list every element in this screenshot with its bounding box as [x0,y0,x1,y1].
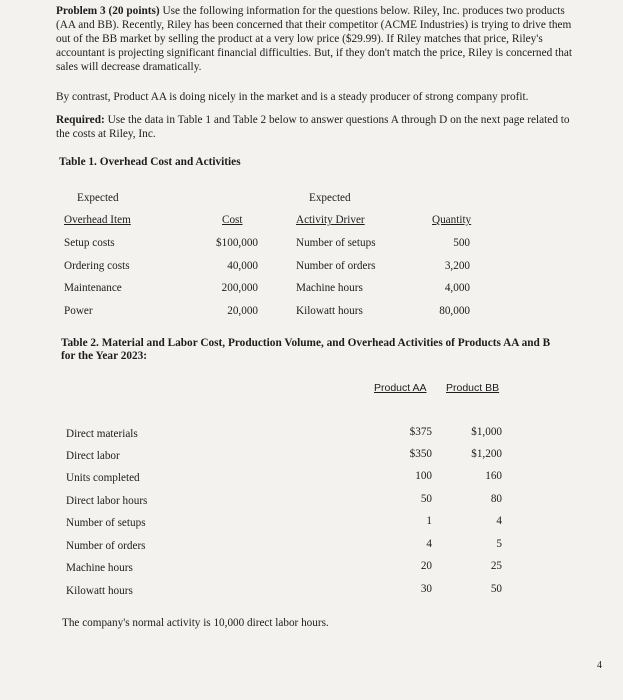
table2-label: Direct labor [66,450,120,462]
table2-aa: 1 [426,515,432,527]
table2-bb: 5 [496,538,502,550]
table1-quantity: 3,200 [444,260,470,272]
table1-header-expected-driver: Expected [309,192,351,204]
table1-header-quantity: Quantity [432,214,472,226]
table2-bb: 80 [490,493,502,505]
table2-bb: $1,200 [471,448,502,460]
table2-aa: 100 [415,470,432,482]
table2-title: Table 2. Material and Labor Cost, Production Volume, and Overhead Activities of Products AA and B for the Year 2023: [61,337,551,362]
table2-aa: 30 [420,583,432,595]
table2-aa: $350 [409,448,432,460]
table2-bb: 4 [496,515,502,527]
table1-header-cost: Cost [222,214,243,226]
table2-label: Number of orders [66,540,146,552]
table1-title: Table 1. Overhead Cost and Activities [59,156,241,168]
required-label: Required: [56,114,105,126]
table2-bb: 160 [485,470,502,482]
table1-item: Power [64,305,93,317]
table2-header-aa: Product AA [374,382,427,394]
required-paragraph [56,113,586,141]
table1-header-item: Overhead Item [64,214,131,226]
table1-item: Ordering costs [64,260,130,272]
table1-driver: Machine hours [296,282,363,294]
table1-header-expected: Expected [77,192,119,204]
table2-label: Kilowatt hours [66,585,133,597]
table1-cost: $100,000 [216,237,258,249]
table1-quantity: 500 [453,237,470,249]
table2-label: Units completed [66,472,140,484]
table1-driver: Number of setups [296,237,376,249]
table1-cost: 20,000 [227,305,258,317]
normal-activity-note: The company's normal activity is 10,000 direct labor hours. [62,617,329,629]
page-number: 4 [597,660,602,671]
table1-cost: 40,000 [227,260,258,272]
table2-aa: 20 [420,560,432,572]
problem-heading: Problem 3 (20 points) [56,5,160,17]
table2-aa: 50 [420,493,432,505]
table1-cost: 200,000 [221,282,258,294]
table2-label: Direct materials [66,428,138,440]
table1-quantity: 80,000 [439,305,470,317]
table1-header-driver: Activity Driver [296,214,365,226]
table2-label: Machine hours [66,562,133,574]
intro-text: Use the following information for the questions below. Riley, Inc. produces two products (AA and BB). Recently, Riley has been concerned that their competitor (ACME Industries) is trying to drive them out of the BB market by selling the product at a very low price ($29.99). If Riley matches that price, Riley's accountant is projecting significant financial difficulties. But, if they don't match the price, Riley is concerned that sales will decrease dramatically. [56,5,572,73]
intro-paragraph [56,4,576,74]
table2-bb: $1,000 [471,426,502,438]
table1-driver: Number of orders [296,260,376,272]
required-text: Use the data in Table 1 and Table 2 below to answer questions A through D on the next page related to the costs at Riley, Inc. [56,114,570,140]
table1-quantity: 4,000 [444,282,470,294]
table2-aa: 4 [426,538,432,550]
table1-driver: Kilowatt hours [296,305,363,317]
table2-bb: 25 [490,560,502,572]
table1-item: Setup costs [64,237,115,249]
table2-label: Direct labor hours [66,495,148,507]
table2-header-bb: Product BB [446,382,500,394]
table2-aa: $375 [409,426,432,438]
contrast-paragraph: By contrast, Product AA is doing nicely in the market and is a steady producer of strong company profit. [56,91,529,103]
table2-label: Number of setups [66,517,146,529]
table2-bb: 50 [490,583,502,595]
table1-item: Maintenance [64,282,122,294]
